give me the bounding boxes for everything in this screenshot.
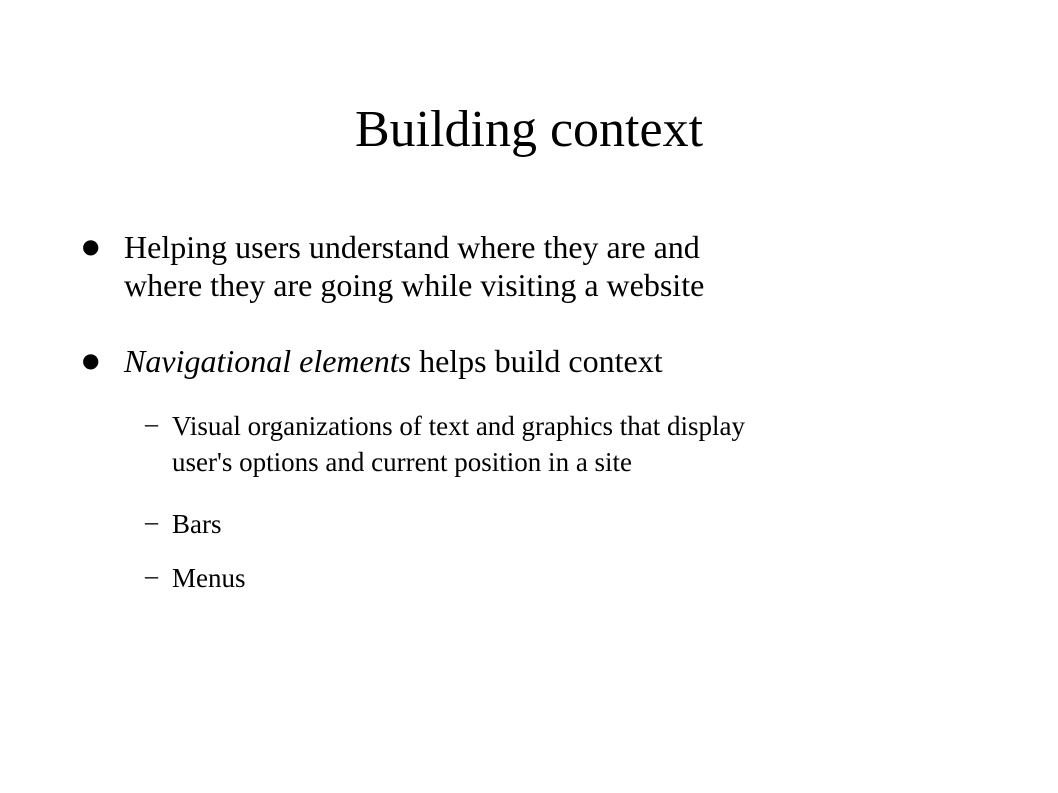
bullet-text-rest: helps build context bbox=[411, 343, 663, 379]
sub-bullet-text-line: Visual organizations of text and graphics that display bbox=[172, 411, 745, 441]
slide-title: Building context bbox=[354, 101, 704, 158]
sub-bullet-text: Menus bbox=[172, 563, 246, 593]
bullet-text bbox=[124, 342, 974, 380]
sub-bullet-text: Bars bbox=[172, 509, 222, 539]
sub-bullet-text bbox=[172, 408, 972, 480]
sub-bullet-text-line: user's options and current position in a site bbox=[172, 447, 633, 477]
bullet-text-line: Helping users understand where they are and bbox=[124, 229, 700, 265]
bullet-text-line: where they are going while visiting a website bbox=[124, 267, 705, 303]
emphasized-term: Navigational elements bbox=[124, 343, 412, 379]
bullet-dot-icon: ● bbox=[82, 234, 100, 258]
bullet-text bbox=[124, 228, 974, 304]
bullet-dot-icon: ● bbox=[82, 348, 100, 372]
dash-icon: – bbox=[145, 507, 158, 536]
dash-icon: – bbox=[145, 561, 158, 590]
dash-icon: – bbox=[145, 409, 158, 438]
